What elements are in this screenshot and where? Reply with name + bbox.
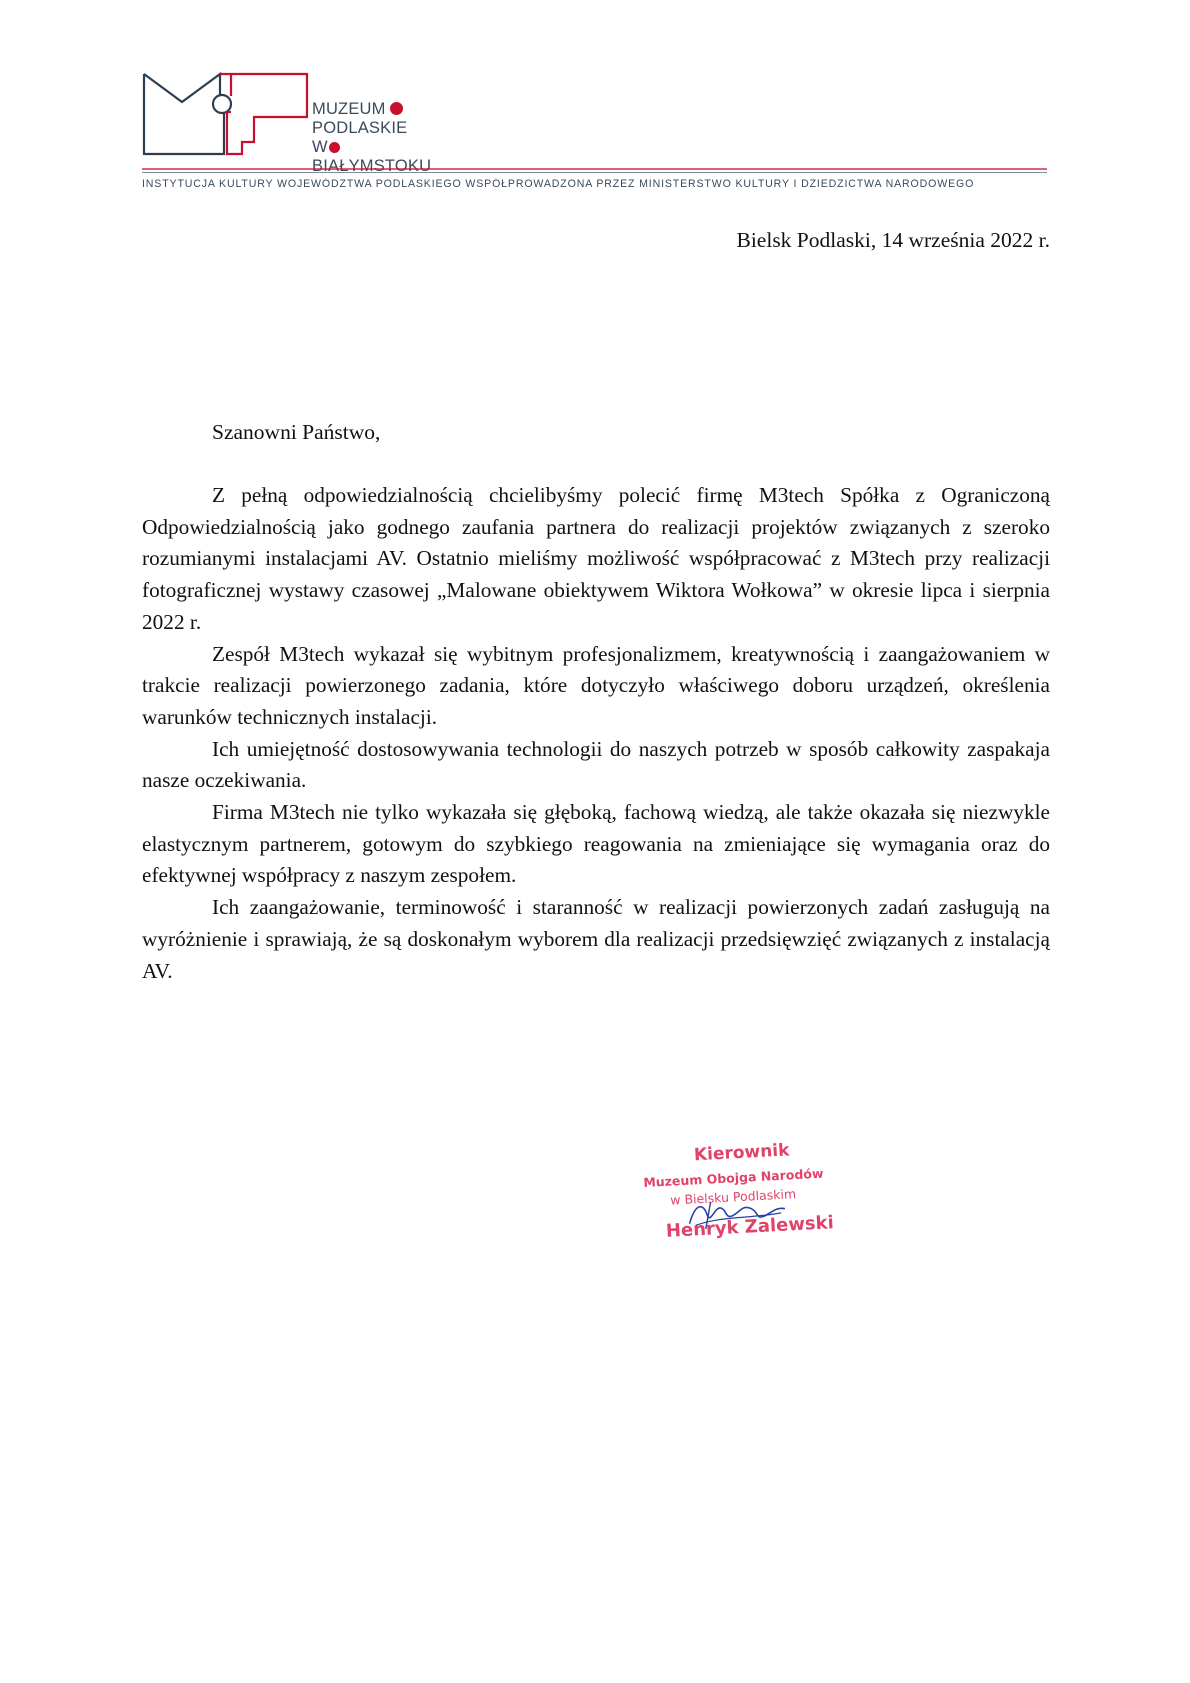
logo-line-2: PODLASKIE — [312, 119, 408, 137]
stamp-title: Kierownik — [693, 1140, 790, 1166]
header-divider-navy — [142, 172, 1047, 173]
stamp-line-2: w Bielsku Podlaskim — [669, 1186, 797, 1208]
letter-paragraph: Ich zaangażowanie, terminowość i staranność w realizacji powierzonych zadań zasługują na wyróżnienie i sprawiają, że są doskonałym wyborem dla realizacji przedsięwzięć związanych z instalacją AV. — [142, 895, 1050, 983]
letter-paragraph: Z pełną odpowiedzialnością chcielibyśmy polecić firmę M3tech Spółka z Ograniczoną Odpowiedzialnością jako godnego zaufania partnera do realizacji projektów związanych z szeroko rozumianymi instalacjami AV. Ostatnio mieliśmy możliwość współpracować z M3tech przy realizacji fotograficznej wystawy czasowej „Malowane obiektywem Wiktora Wołkowa” w okresie lipca i sierpnia 2022 r. — [142, 483, 1050, 634]
logo-dot-icon — [329, 142, 340, 153]
stamp-line-1: Muzeum Obojga Narodów — [642, 1165, 824, 1191]
letter-salutation: Szanowni Państwo, — [212, 420, 381, 444]
letter-body — [142, 480, 1050, 987]
header-divider-red — [142, 168, 1047, 170]
letter-date: Bielsk Podlaski, 14 września 2022 r. — [736, 228, 1050, 252]
logo-line-3-rest: BIAŁYMSTOKU — [312, 157, 432, 175]
official-stamp — [637, 1130, 843, 1255]
institution-tagline: INSTYTUCJA KULTURY WOJEWÓDZTWA PODLASKIEGO WSPÓŁPROWADZONA PRZEZ MINISTERSTWO KULTURY I DZIEDZICTWA NARODOWEGO — [142, 178, 975, 190]
museum-logo — [142, 72, 442, 175]
letter-paragraph: Zespół M3tech wykazał się wybitnym profesjonalizmem, kreatywnością i zaangażowaniem w trakcie realizacji powierzonego zadania, które dotyczyło właściwego doboru urządzeń, określenia warunków technicznych instalacji. — [142, 641, 1050, 729]
letter-paragraph: Firma M3tech nie tylko wykazała się głęboką, fachową wiedzą, ale także okazała się niezwykle elastycznym partnerem, gotowym do szybkiego reagowania na zmieniające się wymagania oraz do efektywnej współpracy z naszym zespołem. — [142, 800, 1050, 888]
logo-line-1: MUZEUM — [312, 100, 386, 118]
letter-paragraph: Ich umiejętność dostosowywania technologii do naszych potrzeb w sposób całkowity zaspakaja nasze oczekiwania. — [142, 736, 1050, 793]
stamp-name: Henryk Zalewski — [665, 1212, 835, 1242]
logo-dot-icon — [390, 102, 403, 115]
museum-logo-mark — [142, 72, 312, 162]
logo-line-3-w: W — [312, 138, 328, 156]
museum-logo-text — [312, 100, 442, 176]
